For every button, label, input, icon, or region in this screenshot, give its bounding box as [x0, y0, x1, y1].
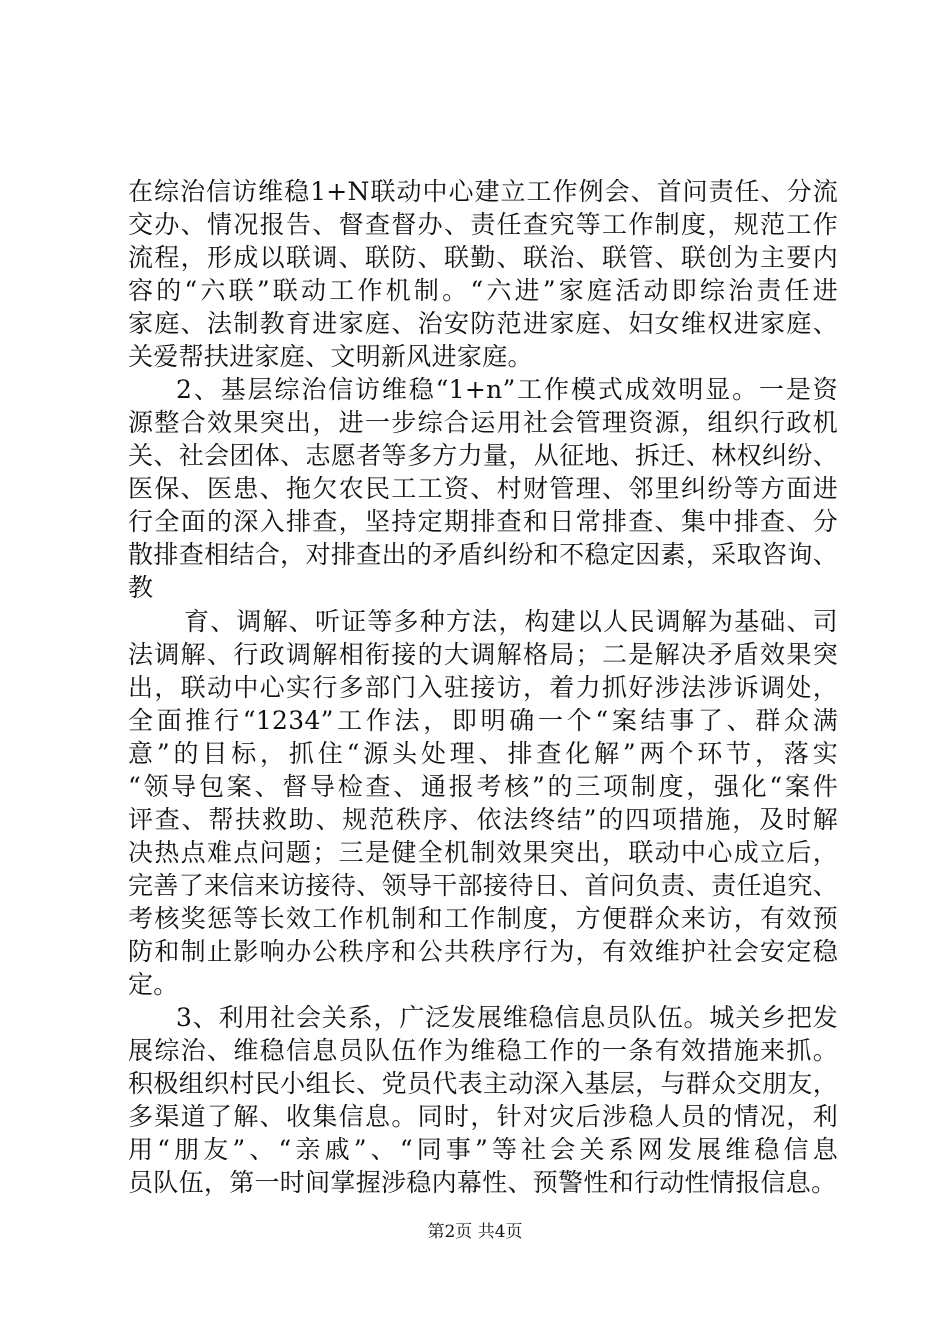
body-text-line: 防和制止影响办公秩序和公共秩序行为，有效维护社会安定稳	[128, 937, 838, 966]
body-text-line: 行全面的深入排查，坚持定期排查和日常排查、集中排查、分	[128, 507, 838, 536]
body-text-line: 源整合效果突出，进一步综合运用社会管理资源，组织行政机	[128, 408, 838, 437]
body-text-line: 全面推行“1234”工作法，即明确一个“案结事了、群众满	[128, 706, 838, 735]
body-text-line: 教	[128, 573, 154, 602]
body-text-line: 散排查相结合，对排查出的矛盾纠纷和不稳定因素，采取咨询、	[128, 540, 838, 569]
body-text-line: 评查、帮扶救助、规范秩序、依法终结”的四项措施，及时解	[128, 805, 838, 834]
body-text-line: “领导包案、督导检查、通报考核”的三项制度，强化“案件	[128, 772, 838, 801]
body-text-line: 展综治、维稳信息员队伍作为维稳工作的一条有效措施来抓。	[128, 1036, 838, 1065]
body-text-line-indented: 育、调解、听证等多种方法，构建以人民调解为基础、司	[184, 607, 838, 636]
paragraph-2-first-line: 2、基层综治信访维稳“1+n”工作模式成效明显。一是资	[176, 375, 838, 404]
body-text-line: 完善了来信来访接待、领导干部接待日、首问负责、责任追究、	[128, 871, 838, 900]
body-text-line: 考核奖惩等长效工作机制和工作制度，方便群众来访，有效预	[128, 904, 838, 933]
body-text-line: 家庭、法制教育进家庭、治安防范进家庭、妇女维权进家庭、	[128, 309, 838, 338]
body-text-line: 定。	[128, 970, 179, 999]
body-text-line: 医保、医患、拖欠农民工工资、村财管理、邻里纠纷等方面进	[128, 474, 838, 503]
page-footer: 第2页 共4页	[427, 1222, 523, 1242]
body-text-line: 用“朋友”、“亲戚”、“同事”等社会关系网发展维稳信息	[128, 1135, 838, 1164]
body-text-line: 流程，形成以联调、联防、联勤、联治、联管、联创为主要内	[128, 243, 838, 272]
body-text-line: 关、社会团体、志愿者等多方力量，从征地、拆迁、林权纠纷、	[128, 441, 838, 470]
body-text-line: 多渠道了解、收集信息。同时，针对灾后涉稳人员的情况，利	[128, 1102, 838, 1131]
body-text-line: 法调解、行政调解相衔接的大调解格局；二是解决矛盾效果突	[128, 640, 838, 669]
body-text-line: 关爱帮扶进家庭、文明新风进家庭。	[128, 342, 533, 371]
body-text-line: 决热点难点问题；三是健全机制效果突出，联动中心成立后，	[128, 838, 838, 867]
body-text-line: 出，联动中心实行多部门入驻接访，着力抓好涉法涉诉调处，	[128, 673, 838, 702]
body-text-line: 员队伍，第一时间掌握涉稳内幕性、预警性和行动性情报信息。	[128, 1168, 837, 1197]
body-text-line: 意”的目标，抓住“源头处理、排查化解”两个环节，落实	[128, 739, 838, 768]
body-text-line: 交办、情况报告、督查督办、责任查究等工作制度，规范工作	[128, 210, 838, 239]
body-text-line: 积极组织村民小组长、党员代表主动深入基层，与群众交朋友，	[128, 1069, 838, 1098]
body-text-line: 在综治信访维稳1+N联动中心建立工作例会、首问责任、分流	[128, 177, 838, 206]
body-text-line: 容的“六联”联动工作机制。“六进”家庭活动即综治责任进	[128, 276, 838, 305]
paragraph-3-first-line: 3、利用社会关系，广泛发展维稳信息员队伍。城关乡把发	[176, 1003, 838, 1032]
